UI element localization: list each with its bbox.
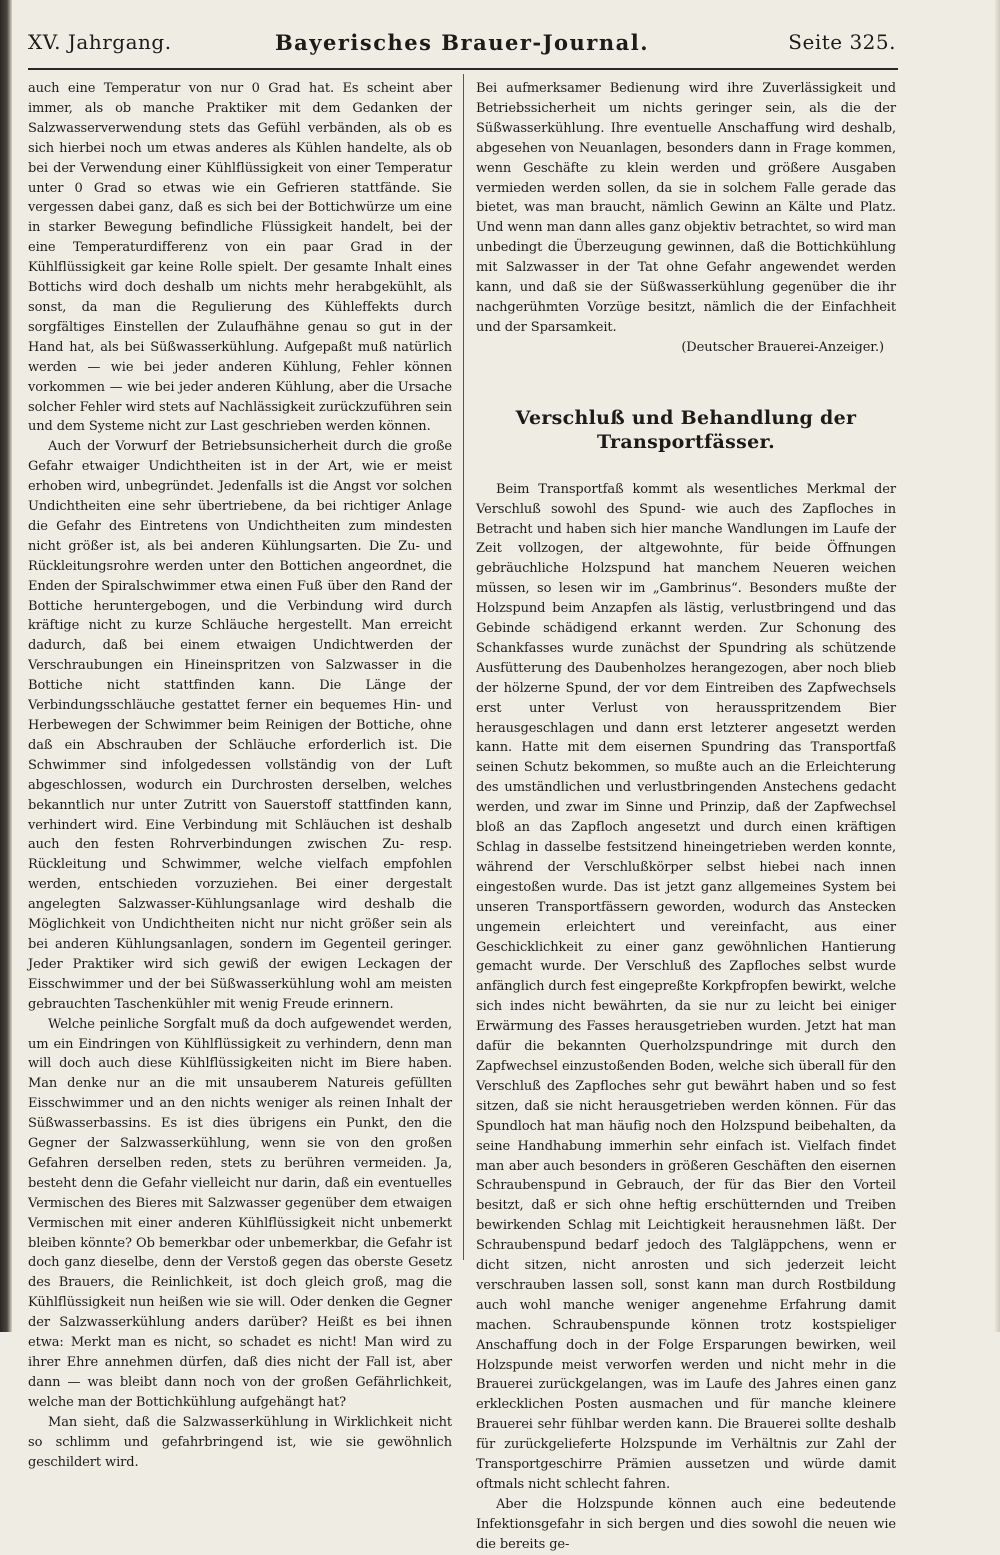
left-paragraph: Man sieht, daß die Salzwasserkühlung in Wirklichkeit nicht so schlimm und gefahrbringend ist, wie sie gewöhnlich geschildert wird.	[28, 1414, 452, 1470]
left-paragraph: auch eine Temperatur von nur 0 Grad hat. Es scheint aber immer, als ob manche Praktiker mit dem Gedanken der Salzwasserverwendung stets das Gefühl verbänden, als ob es sich hierbei noch um etwas anderes als Kühlen handelte, als ob bei der Verwendung einer Kühlflüssigkeit von einer Temperatur unter 0 Grad so etwas wie ein Gefrieren stattfände. Sie vergessen dabei ganz, daß es sich bei der Bottichwürze um eine in starker Bewegung befindliche Flüssigkeit handelt, bei der eine Temperaturdifferenz von ein paar Grad in der Kühlflüssigkeit gar keine Rolle spielt. Der gesamte Inhalt eines Bottichs wird doch deshalb um nichts mehr herabgekühlt, als sonst, da man die Regulierung des Kühleffekts durch sorgfältiges Einstellen der Zulaufhähne genau so gut in der Hand hat, als bei Süßwasserkühlung. Aufgepaßt muß natürlich werden — wie bei jeder anderen Kühlung, Fehler können vorkommen — wie bei jeder anderen Kühlung, aber die Ursache solcher Fehler wird stets auf Nachlässigkeit zurückzuführen sein und dem Systeme nicht zur Last geschrieben werden können.	[28, 81, 452, 435]
page-header	[28, 30, 896, 64]
left-column	[28, 79, 452, 1470]
volume-label: XV. Jahrgang.	[28, 30, 172, 54]
page-number: Seite 325.	[788, 30, 896, 54]
header-rule	[28, 68, 898, 70]
right-continuation-paragraph: Bei aufmerksamer Bedienung wird ihre Zuverlässigkeit und Betriebssicherheit um nichts geringer sein, als die der Süßwasserkühlung. Ihre eventuelle Anschaffung wird deshalb, abgesehen von Neuanlagen, besonders dann in Frage kommen, wenn Geschäfte zu klein werden und größere Ausgaben vermieden werden sollen, da sie in solchem Falle gerade das bietet, was man braucht, nämlich Gewinn an Kälte und Platz. Und wenn man dann alles ganz objektiv betrachtet, so wird man unbedingt die Überzeugung gewinnen, daß die Bottichkühlung mit Salzwasser in der Tat ohne Gefahr angewendet werden kann, und daß sie der Süßwasserkühlung gegenüber die ihr nachgerühmten Vorzüge besitzt, nämlich die der Einfachheit und der Sparsamkeit.	[476, 81, 896, 335]
column-divider	[463, 74, 464, 1260]
article-title: Verschluß und Behandlung der Transportfässer.	[515, 406, 857, 453]
right-paragraph: Aber die Holzspunde können auch eine bedeutende Infektionsgefahr in sich bergen und dies sowohl die neuen wie die bereits ge-	[476, 1496, 896, 1552]
journal-title: Bayerisches Brauer-Journal.	[274, 30, 650, 55]
source-citation: (Deutscher Brauerei-Anzeiger.)	[681, 339, 884, 355]
scan-page-edge	[994, 0, 1000, 1332]
scan-binding-shadow	[0, 0, 12, 1332]
left-paragraph: Auch der Vorwurf der Betriebsunsicherheit durch die große Gefahr etwaiger Undichtheiten ist in der Art, wie er meist erhoben wird, unbegründet. Jedenfalls ist die Angst vor solchen Undichtheiten eine sehr übertriebene, da bei richtiger Anlage die Gefahr des Eintretens von Undichtheiten zum mindesten nicht größer ist, als bei anderen Kühlungsarten. Die Zu- und Rückleitungsrohre werden unter den Bottichen angeordnet, die Enden der Spiralschwimmer etwa einen Fuß über den Rand der Bottiche heruntergebogen, und die Verbindung wird durch kräftige nicht zu kurze Schläuche hergestellt. Man erreicht dadurch, daß bei einem etwaigen Undichtwerden der Verschraubungen ein Hineinspritzen von Salzwasser in die Bottiche nicht stattfinden kann. Die Länge der Verbindungsschläuche gestattet ferner ein bequemes Hin- und Herbewegen der Schwimmer beim Reinigen der Bottiche, ohne daß ein Abschrauben der Schläuche erforderlich ist. Die Schwimmer sind infolgedessen vollständig von der Luft abgeschlossen, wodurch ein Durchrosten derselben, welches bekanntlich nur unter Zutritt von Sauerstoff stattfinden kann, verhindert wird. Eine Verbindung mit Schläuchen ist deshalb auch den festen Rohrverbindungen zwischen Zu- resp. Rückleitung und Schwimmer, welche vielfach empfohlen werden, entschieden vorzuziehen. Bei einer dergestalt angelegten Salzwasser-Kühlungsanlage wird deshalb die Möglichkeit von Undichtheiten nicht nur nicht größer sein als bei anderen Kühlungsanlagen, sondern im Gegenteil geringer. Jeder Praktiker wird sich gewiß der ewigen Leckagen der Eisschwimmer und der bei Süßwasserkühlung wohl am meisten gebrauchten Taschenkühler mit wenig Freude erinnern.	[28, 439, 452, 1012]
left-paragraph: Welche peinliche Sorgfalt muß da doch aufgewendet werden, um ein Eindringen von Kühlflüssigkeit zu verhindern, denn man will doch auch diese Kühlflüssigkeiten nicht im Biere haben. Man denke nur an die mit unsauberem Natureis gefüllten Eisschwimmer und an den nichts weniger als reinen Inhalt der Süßwasserbassins. Es ist dies übrigens ein Punkt, den die Gegner der Salzwasserkühlung, wenn sie von den großen Gefahren derselben reden, stets zu berühren vermeiden. Ja, besteht denn die Gefahr vielleicht nur darin, daß ein eventuelles Vermischen des Bieres mit Salzwasser gegenüber dem etwaigen Vermischen mit einer anderen Kühlflüssigkeit nicht unbemerkt bleiben könnte? Ob bemerkbar oder unbemerkbar, die Gefahr ist doch ganz dieselbe, denn der Verstoß gegen das oberste Gesetz des Brauers, die Reinlichkeit, ist doch gleich groß, mag die Kühlflüssigkeit nun heißen wie sie will. Oder denken die Gegner der Salzwasserkühlung anders darüber? Heißt es bei ihnen etwa: Merkt man es nicht, so schadet es nicht! Man wird zu ihrer Ehre annehmen dürfen, daß dies nicht der Fall ist, aber dann — was bleibt dann noch von der großen Gefährlichkeit, welche man der Bottichkühlung aufgehängt hat?	[28, 1016, 452, 1410]
right-paragraph: Beim Transportfaß kommt als wesentliches Merkmal der Verschluß sowohl des Spund- wie auch des Zapfloches in Betracht und haben sich hier manche Wandlungen im Laufe der Zeit vollzogen, der altgewohnte, für beide Öffnungen gebräuchliche Holzspund hat manchem Neueren weichen müssen, so lesen wir im „Gambrinus“. Besonders mußte der Holzspund beim Anzapfen als lästig, verlustbringend und das Gebinde schädigend erkannt werden. Zur Schonung des Schankfasses wurde zunächst der Spundring als schützende Ausfütterung des Daubenholzes herangezogen, aber noch blieb der hölzerne Spund, der vor dem Eintreiben des Zapfwechsels erst unter Verlust von herausspritzendem Bier herausgeschlagen und dann erst letzterer angesetzt werden kann. Hatte mit dem eisernen Spundring das Transportfaß seinen Schutz bekommen, so mußte auch an die Erleichterung des umständlichen und verlustbringenden Anstechens gedacht werden, und zwar im Sinne und Prinzip, daß der Zapfwechsel bloß an das Zapfloch angesetzt und durch einen kräftigen Schlag in dasselbe festsitzend hineingetrieben werden konnte, während der Verschlußkörper selbst hiebei nach innen eingestoßen wurde. Das ist jetzt ganz allgemeines System bei unseren Transportfässern geworden, wodurch das Anstecken ungemein erleichtert und vereinfacht, aus einer Geschicklichkeit zu einer ganz gewöhnlichen Hantierung gemacht wurde. Der Verschluß des Zapfloches selbst wurde anfänglich durch fest eingepreßte Korkpfropfen bewirkt, welche sich indes nicht bewährten, da sie nur zu leicht bei einiger Erwärmung des Fasses herausgetrieben wurden. Jetzt hat man dafür die bekannten Querholzspundringe mit durch den Zapfwechsel einzustoßenden Boden, welche sich überall für den Verschluß des Zapfloches sehr gut bewährt haben und so fest sitzen, daß sie nicht herausgetrieben werden können. Für das Spundloch hat man häufig noch den Holzspund beibehalten, da seine Handhabung immerhin sehr einfach ist. Vielfach findet man aber auch besonders in größeren Geschäften den eisernen Schraubenspund in Gebrauch, der für das Bier den Vorteil besitzt, daß er sich ohne heftig erschütternden und Treiben bewirkenden Schlag mit Leichtigkeit herausnehmen läßt. Der Schraubenspund bedarf jedoch des Talgläppchens, wenn er dicht sitzen, nicht anrosten und sich jederzeit leicht verschrauben lassen soll, sonst kann man durch Rostbildung auch wohl manche weniger angenehme Erfahrung damit machen. Schraubenspunde können trotz kostspieliger Anschaffung doch in der Folge Ersparungen bewirken, weil Holzspunde meist verworfen werden und nicht mehr in die Brauerei zurückgelangen, was im Laufe des Jahres einen ganz erklecklichen Posten ausmachen und für manche kleinere Brauerei sehr fühlbar werden kann. Die Brauerei sollte deshalb für zurückgelieferte Holzspunde im Verhältnis zur Zahl der Transportgeschirre Prämien aussetzen und würde damit oftmals nicht schlecht fahren.	[476, 481, 896, 1492]
right-column	[476, 79, 896, 1552]
